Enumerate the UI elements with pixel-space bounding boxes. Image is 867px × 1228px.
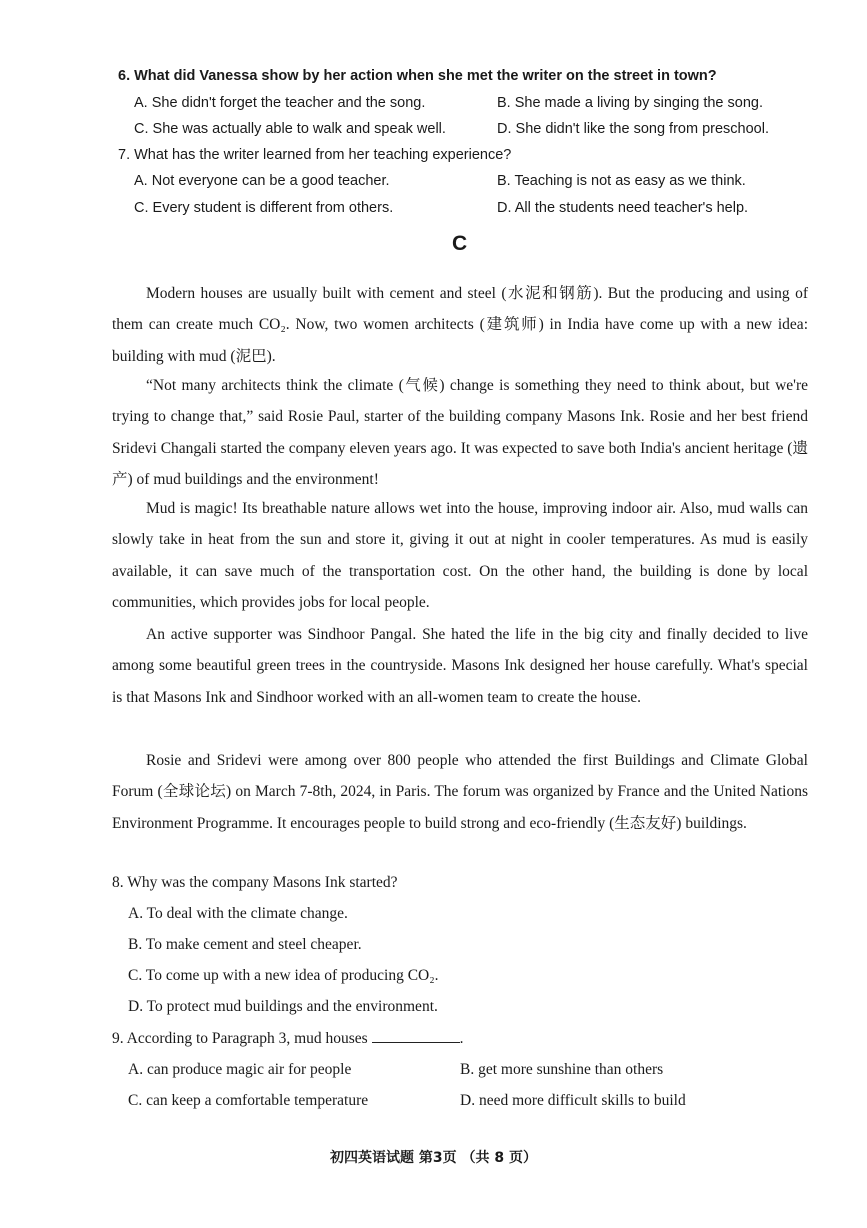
page-footer: 初四英语试题 第3页 （共 8 页）	[330, 1150, 537, 1166]
question-8-stem: 8. Why was the company Masons Ink started?	[112, 874, 398, 891]
question-9-option-b: B. get more sunshine than others	[460, 1061, 664, 1078]
question-6-option-d: D. She didn't like the song from preschool.	[497, 121, 769, 137]
question-9-option-d: D. need more difficult skills to build	[460, 1092, 686, 1109]
question-8-option-b: B. To make cement and steel cheaper.	[128, 936, 362, 953]
question-6-option-c: C. She was actually able to walk and speak well.	[134, 121, 446, 137]
question-9-stem-end: .	[459, 1030, 464, 1047]
question-9-stem-text: 9. According to Paragraph 3, mud houses	[112, 1030, 368, 1047]
question-6-stem: 6. What did Vanessa show by her action when she met the writer on the street in town?	[118, 68, 717, 84]
question-7-stem: 7. What has the writer learned from her teaching experience?	[118, 147, 512, 163]
passage-paragraph-1: Modern houses are usually built with cement and steel (水泥和钢筋). But the producing and using of them can create much CO₂. Now, two women architects (建筑师) in India have come up with a new idea: building with mud (泥巴).	[112, 285, 808, 365]
passage-paragraph-5: Rosie and Sridevi were among over 800 people who attended the first Buildings and Climate Global Forum (全球论坛) on March 7-8th, 2024, in Paris. The forum was organized by France and the United Nations Environment Programme. It encourages people to build strong and eco-friendly (生态友好) buildings.	[112, 752, 808, 832]
answer-blank	[372, 1030, 460, 1043]
question-7-option-d: D. All the students need teacher's help.	[497, 200, 749, 216]
question-9-option-a: A. can produce magic air for people	[128, 1061, 352, 1078]
question-8-option-d: D. To protect mud buildings and the environment.	[128, 998, 438, 1015]
question-6-option-b: B. She made a living by singing the song.	[497, 95, 763, 111]
section-heading: C	[452, 232, 468, 255]
passage-paragraph-3: Mud is magic! Its breathable nature allows wet into the house, improving indoor air. Also, mud walls can slowly take in heat from the sun and store it, giving it out at night in cooler temperatures. As mud is easily available, it can save much of the transportation cost. On the other hand, the building is done by local communities, which provides jobs for local people.	[112, 500, 808, 612]
question-9-stem	[112, 1030, 463, 1048]
question-8-option-c: C. To come up with a new idea of producing CO₂.	[128, 967, 439, 984]
question-6-option-a: A. She didn't forget the teacher and the song.	[134, 95, 426, 111]
passage-paragraph-4: An active supporter was Sindhoor Pangal. She hated the life in the big city and finally decided to live among some beautiful green trees in the countryside. Masons Ink designed her house carefully. What's special is that Masons Ink and Sindhoor worked with an all-women team to create the house.	[112, 626, 808, 706]
question-9-option-c: C. can keep a comfortable temperature	[128, 1092, 369, 1109]
passage-paragraph-2: “Not many architects think the climate (气候) change is something they need to think about, but we're trying to change that,” said Rosie Paul, starter of the building company Masons Ink. Rosie and her best friend Sridevi Changali started the company eleven years ago. It was expected to save both India's ancient heritage (遗产) of mud buildings and the environment!	[112, 377, 808, 489]
question-7-option-b: B. Teaching is not as easy as we think.	[497, 173, 746, 189]
question-7-option-c: C. Every student is different from others.	[134, 200, 394, 216]
question-8-option-a: A. To deal with the climate change.	[128, 905, 348, 922]
question-7-option-a: A. Not everyone can be a good teacher.	[134, 173, 390, 189]
